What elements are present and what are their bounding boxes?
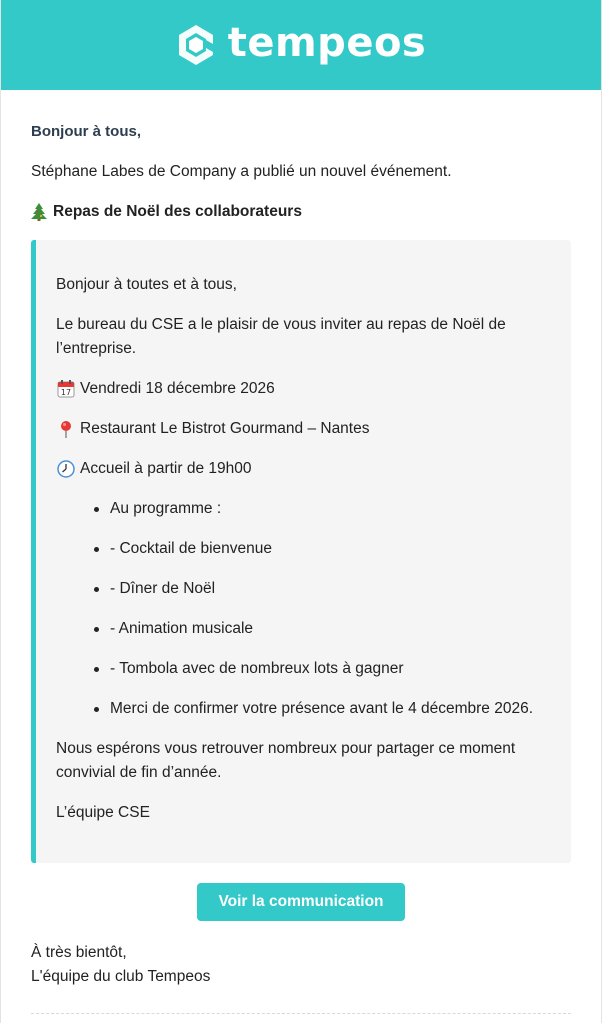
email-header	[1, 0, 601, 90]
program-list	[56, 497, 551, 721]
greeting: Bonjour à tous,	[31, 123, 141, 140]
footer-divider	[31, 1013, 571, 1014]
message-salutation: Bonjour à toutes et à tous,	[56, 276, 237, 293]
clock-icon	[56, 459, 76, 479]
signoff	[31, 941, 571, 989]
event-location	[56, 417, 551, 441]
event-date-text: Vendredi 18 décembre 2026	[80, 380, 275, 397]
list-item: - Cocktail de bienvenue	[90, 537, 551, 561]
list-item: Au programme :	[90, 497, 551, 521]
email-content	[1, 90, 601, 1014]
pin-icon	[56, 419, 76, 439]
list-item: - Dîner de Noël	[90, 577, 551, 601]
message-invitation: Le bureau du CSE a le plaisir de vous inviter au repas de Noël de l’entreprise.	[56, 316, 506, 357]
message-closing: Nous espérons vous retrouver nombreux pour partager ce moment convivial de fin d’année.	[56, 740, 516, 781]
brand-logo	[176, 20, 427, 67]
event-time-text: Accueil à partir de 19h00	[80, 460, 252, 477]
svg-text:17: 17	[60, 388, 72, 397]
tempeos-hexagon-logo-icon	[176, 23, 216, 67]
cta-container	[31, 883, 571, 921]
event-location-text: Restaurant Le Bistrot Gourmand – Nantes	[80, 420, 370, 437]
calendar-icon	[56, 379, 76, 399]
christmas-tree-icon	[31, 203, 47, 221]
brand-name: tempeos	[227, 20, 427, 66]
list-item: - Animation musicale	[90, 617, 551, 641]
view-communication-button[interactable]: Voir la communication	[197, 883, 404, 921]
event-time	[56, 457, 551, 481]
intro-text: Stéphane Labes de Company a publié un nouvel événement.	[31, 163, 452, 180]
event-date	[56, 377, 551, 401]
signoff-line-2: L'équipe du club Tempeos	[31, 968, 211, 985]
event-message-block	[31, 240, 571, 863]
signoff-line-1: À très bientôt,	[31, 944, 127, 961]
list-item: - Tombola avec de nombreux lots à gagner	[90, 657, 551, 681]
event-title	[31, 202, 571, 222]
message-signature: L’équipe CSE	[56, 804, 150, 821]
event-title-text: Repas de Noël des collaborateurs	[53, 203, 302, 220]
list-item: Merci de confirmer votre présence avant le 4 décembre 2026.	[90, 697, 551, 721]
